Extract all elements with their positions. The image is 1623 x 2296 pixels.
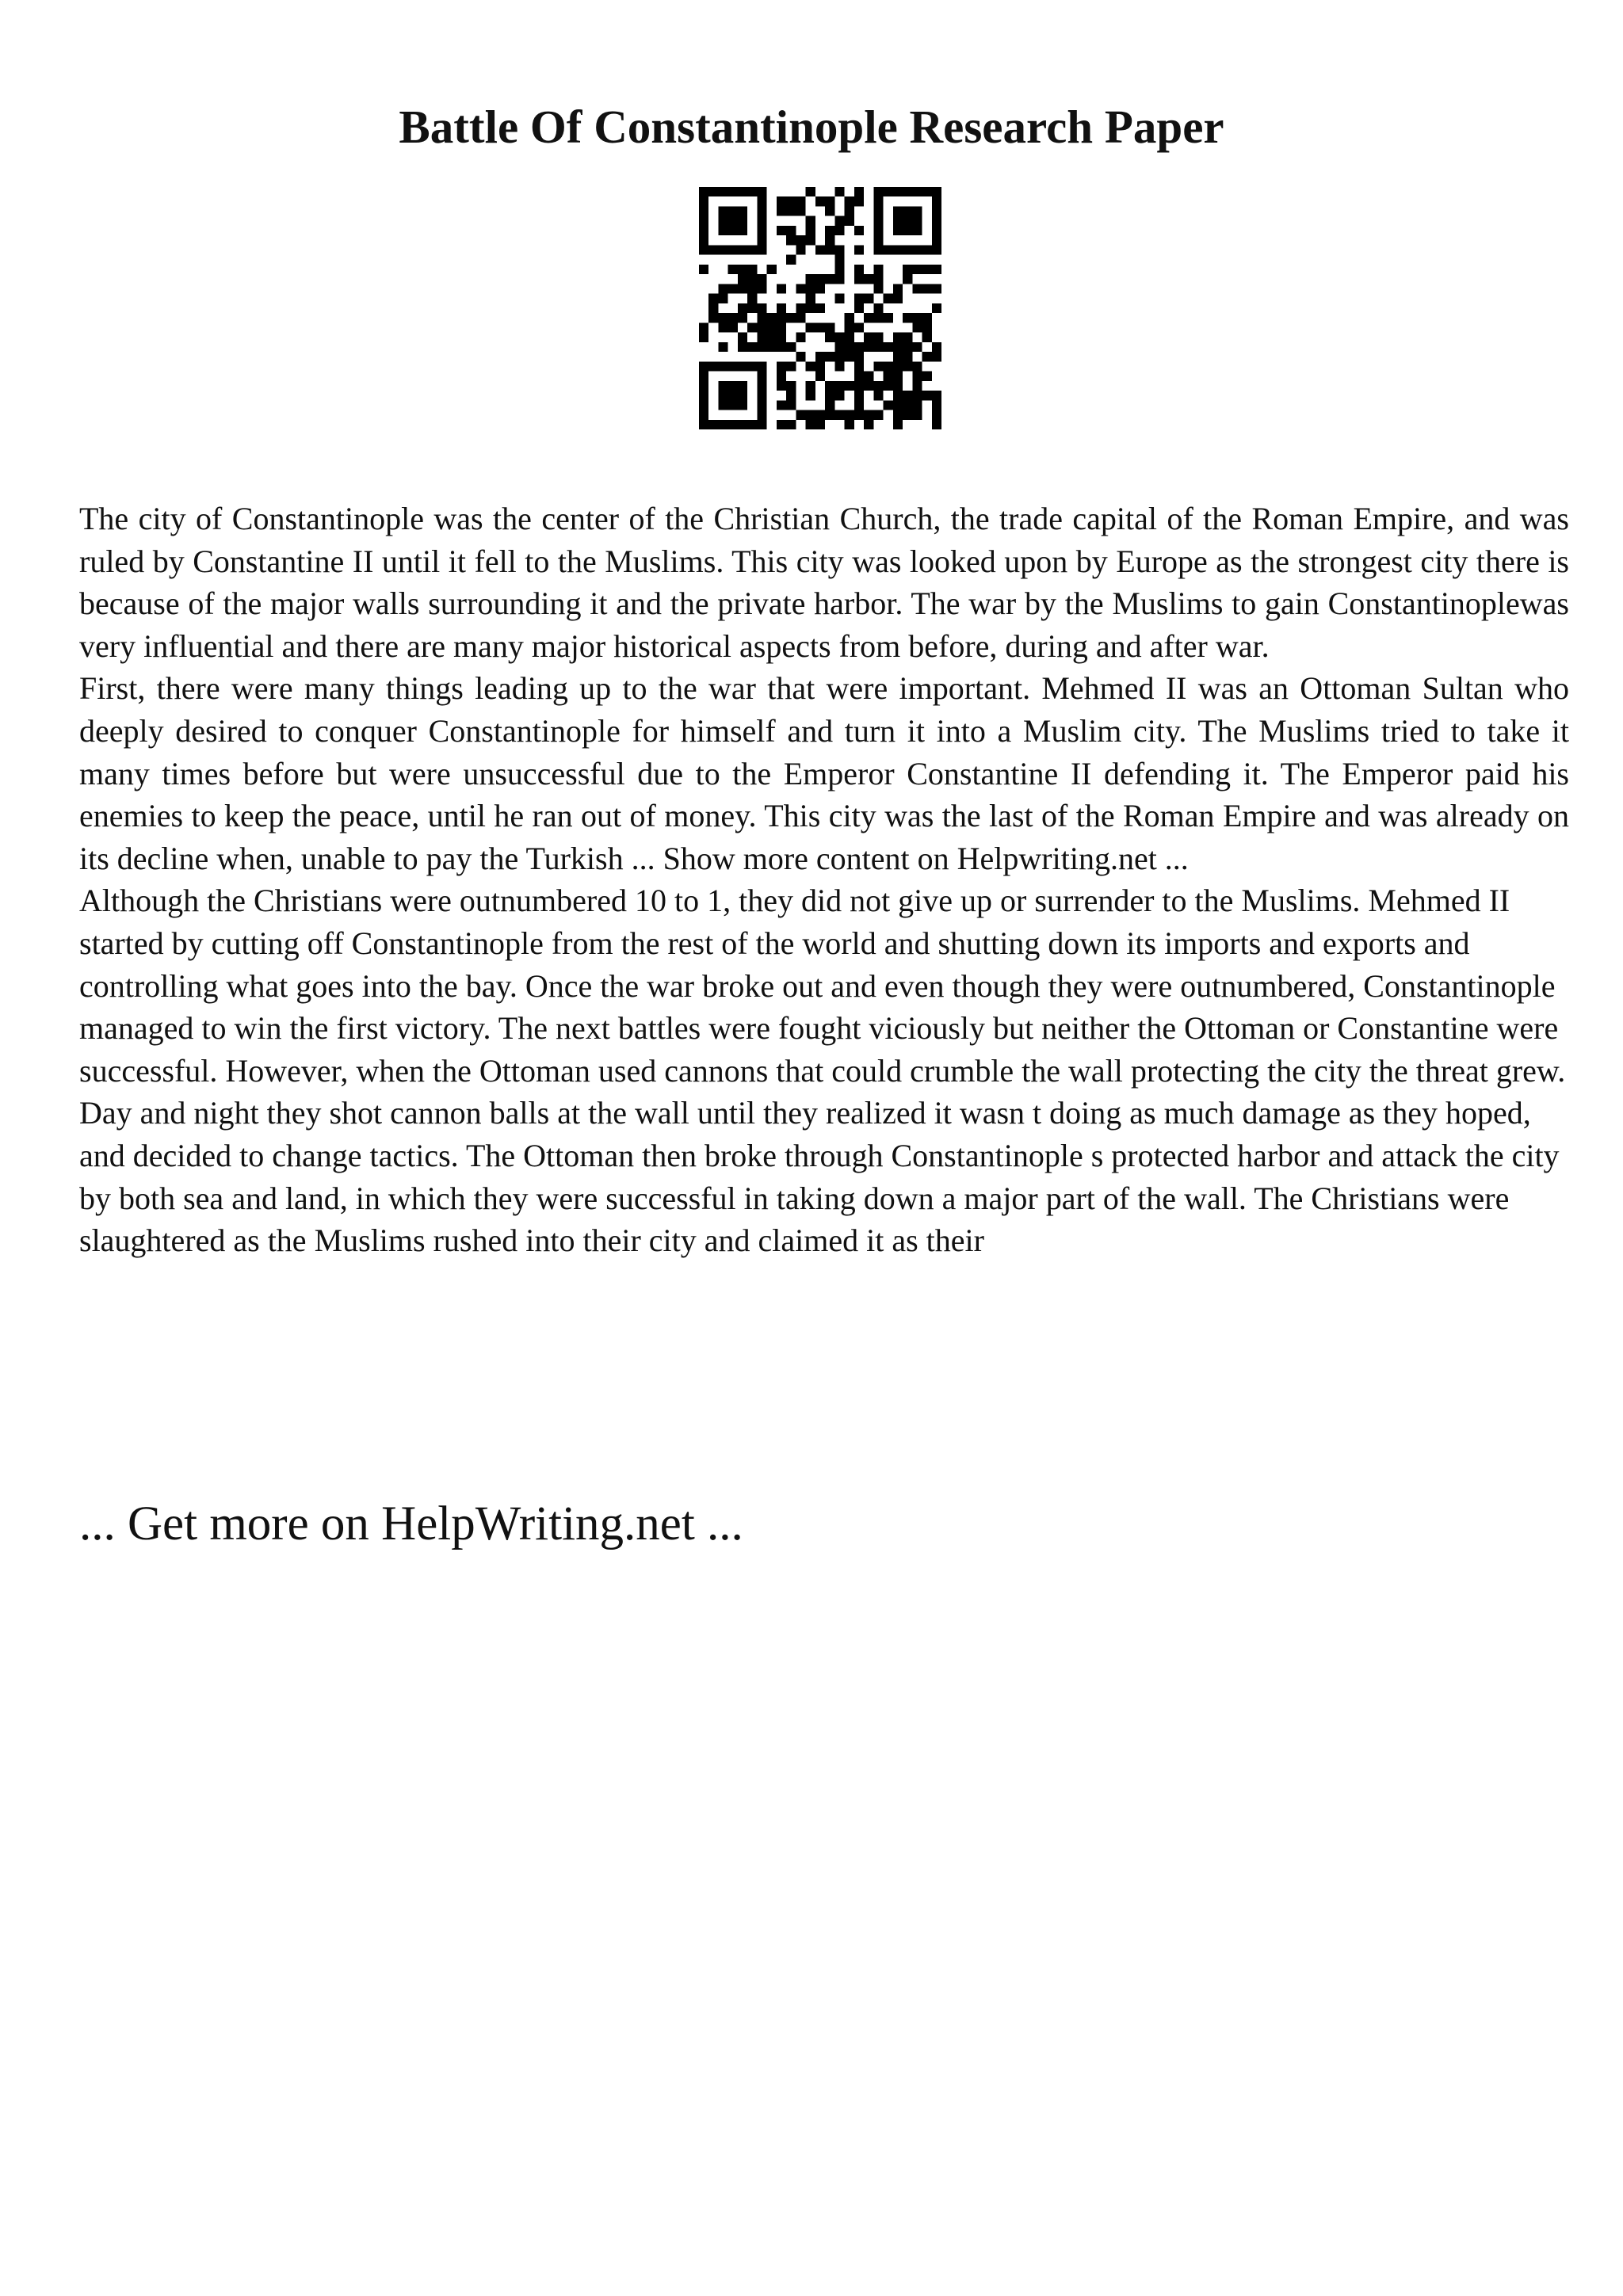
document-body <box>79 498 1569 1262</box>
get-more-link[interactable]: ... Get more on HelpWriting.net ... <box>79 1497 743 1550</box>
paragraph-during-war: Although the Christians were outnumbered 10 to 1, they did not give up or surrender to the Muslims. Mehmed II started by cutting off Constantinople from the rest of the world and shutting down its imports and exports and controlling what goes into the bay. Once the war broke out and even though they were outnumbered, Constantinople managed to win the first victory. The next battles were fought viciously but neither the Ottoman or Constantine were successful. However, when the Ottoman used cannons that could crumble the wall protecting the city the threat grew. Day and night they shot cannon balls at the wall until they realized it wasn t doing as much damage as they hoped, and decided to change tactics. The Ottoman then broke through Constantinople s protected harbor and attack the city by both sea and land, in which they were successful in taking down a major part of the wall. The Christians were slaughtered as the Muslims rushed into their city and claimed it as their <box>79 883 1566 1259</box>
document-title: Battle Of Constantinople Research Paper <box>399 101 1224 153</box>
paragraph-before-war: First, there were many things leading up to the war that were important. Mehmed II was an Ottoman Sultan who deeply desired to conquer Constantinople for himself and turn it into a Muslim city. The Muslims tried to take it many times before but were unsuccessful due to the Emperor Constantine II defending it. The Emperor paid his enemies to keep the peace, until he ran out of money. This city was the last of the Roman Empire and was already on its decline when, unable to pay the Turkish ... Show more content on Helpwriting.net ... <box>79 670 1569 876</box>
paragraph-intro: The city of Constantinople was the center of the Christian Church, the trade capital of the Roman Empire, and was ruled by Constantine II until it fell to the Muslims. This city was looked upon by Europe as the strongest city there is because of the major walls surrounding it and the private harbor. The war by the Muslims to gain Constantinoplewas very influential and there are many major historical aspects from before, during and after war. <box>79 501 1569 664</box>
qr-code-icon[interactable] <box>699 187 941 429</box>
